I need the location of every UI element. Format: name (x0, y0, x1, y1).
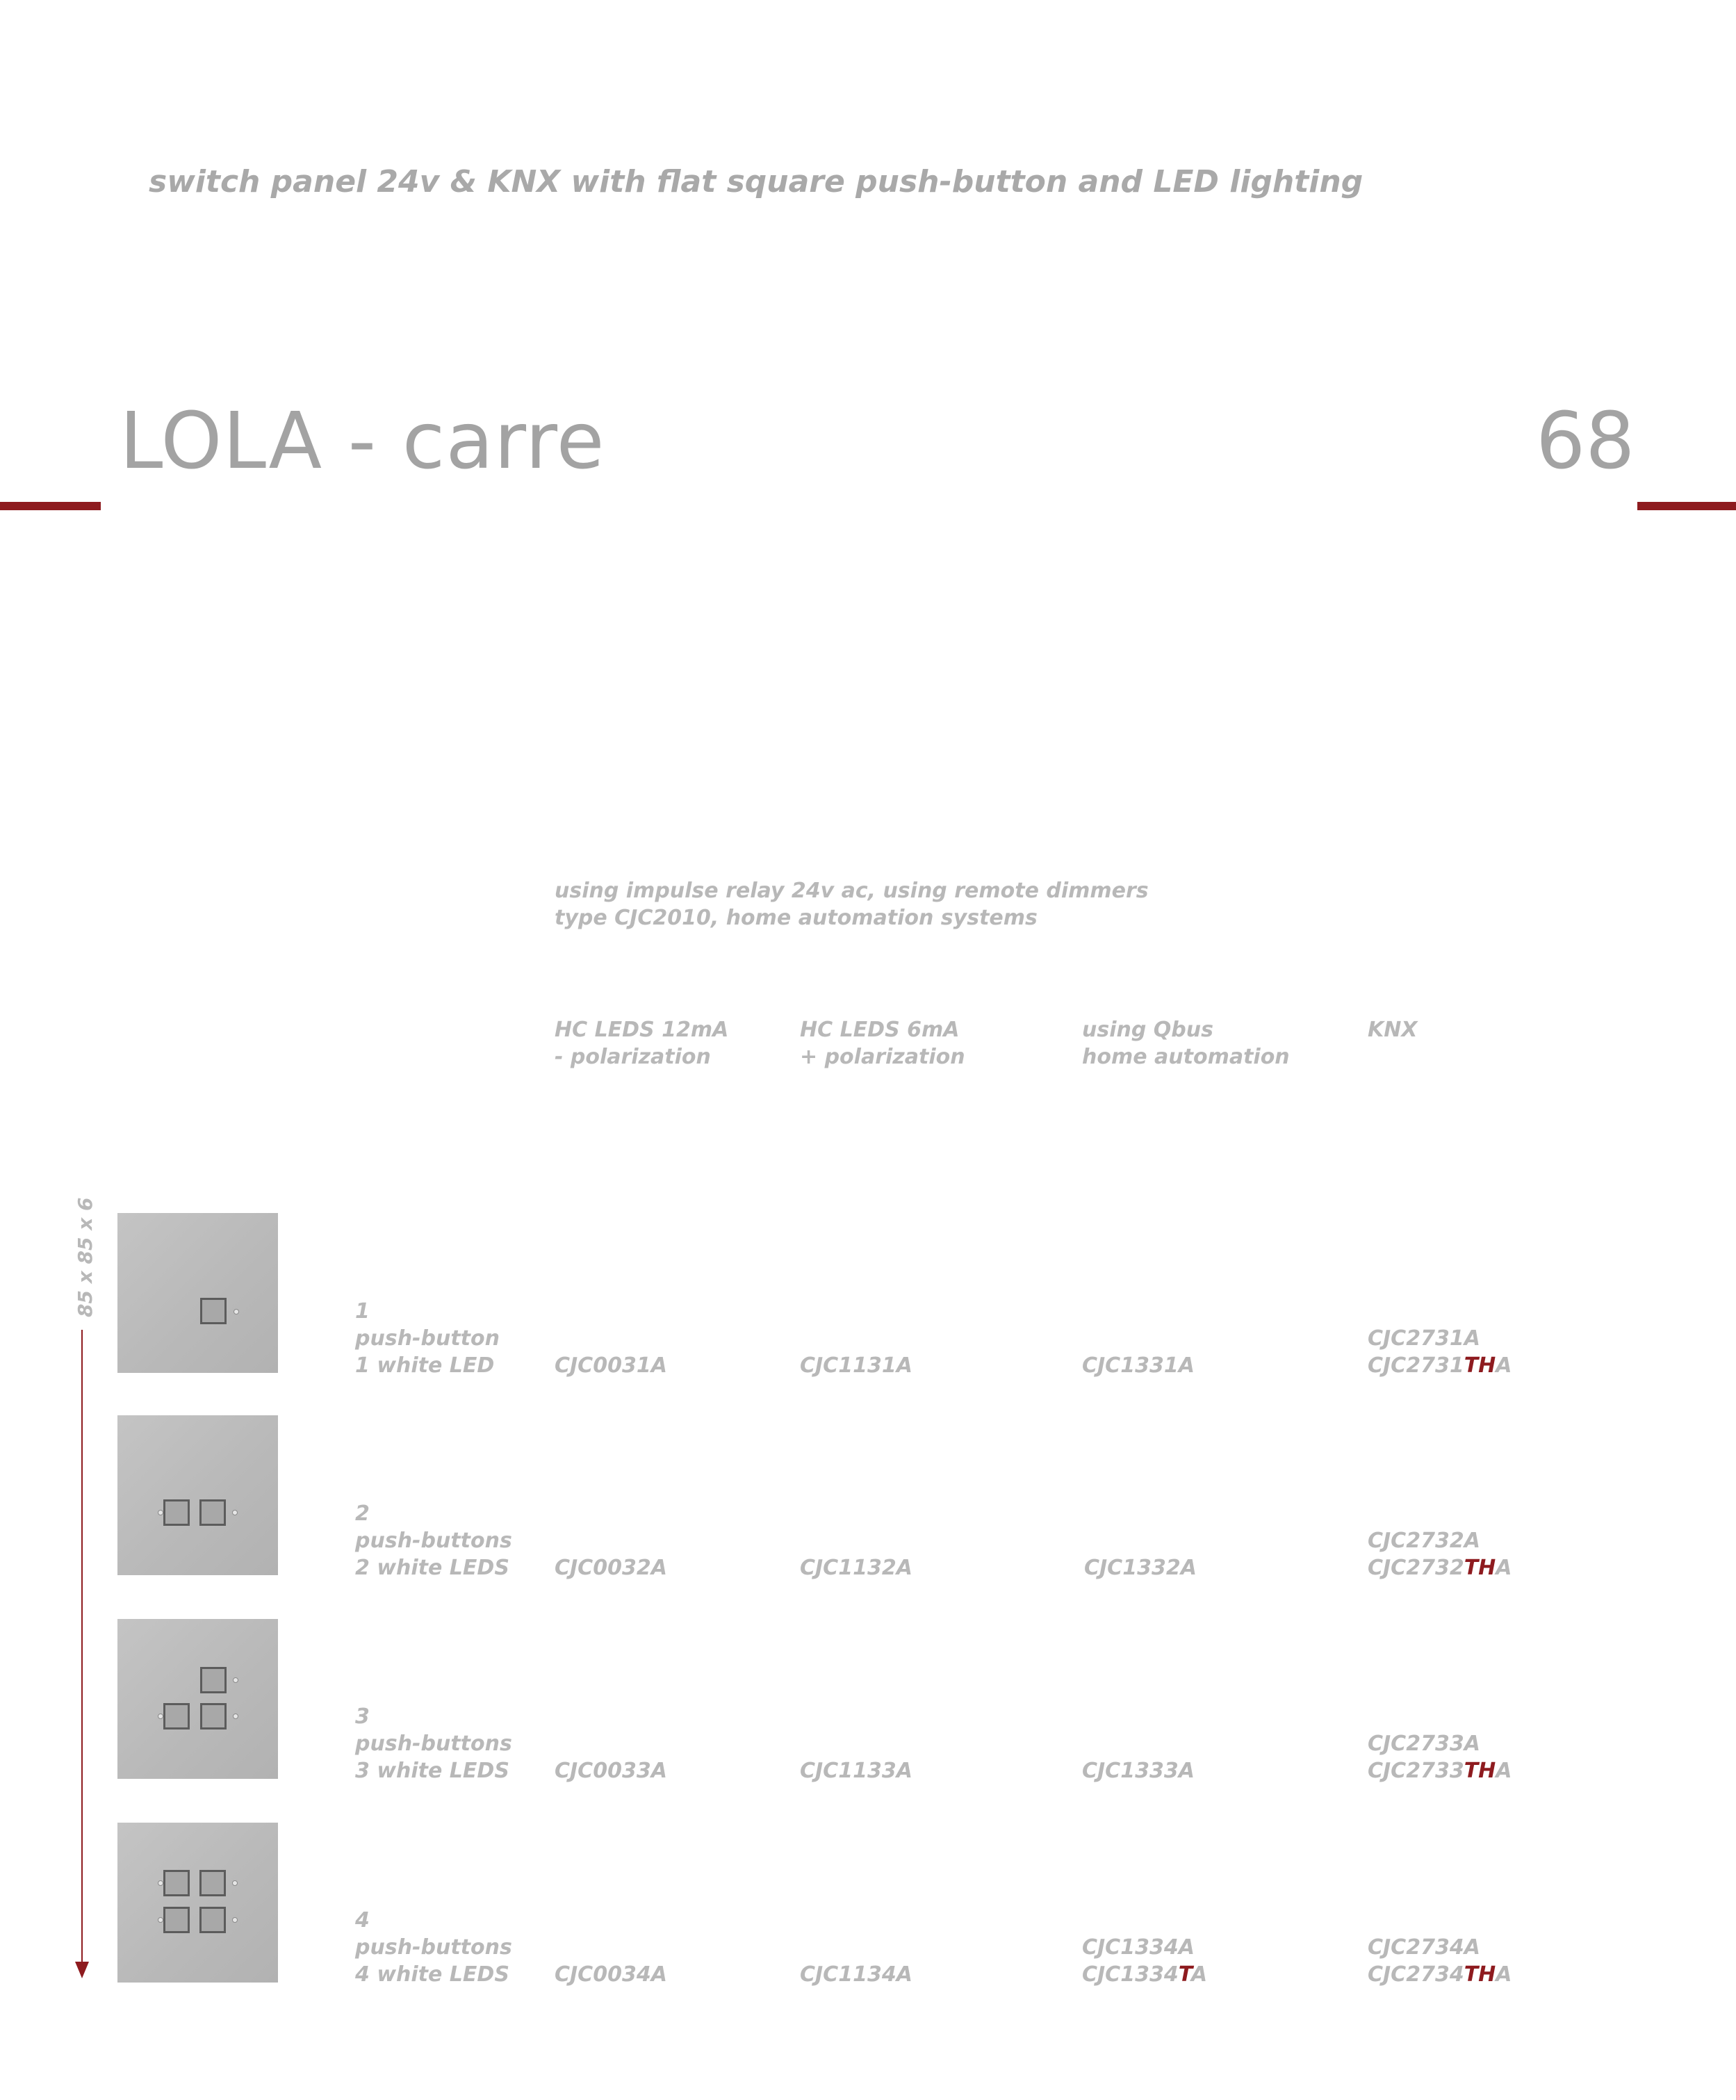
intro-note (555, 877, 1149, 931)
code-suffix: A (1496, 1759, 1512, 1783)
column-header-knx (1368, 1016, 1417, 1043)
push-button-square (200, 1667, 227, 1693)
code-hc-6ma: CJC1132A (800, 1556, 912, 1580)
dimension-label (50, 1197, 97, 1324)
code-prefix: CJC2734 (1368, 1962, 1464, 1987)
title-rule-left (0, 502, 101, 510)
code-knx-th (1368, 1352, 1512, 1379)
panel-image-3-buttons (117, 1619, 278, 1779)
desc-line: 2 white LEDS (355, 1556, 509, 1580)
column-header-qbus (1082, 1016, 1290, 1071)
code-suffix: A (1496, 1353, 1512, 1378)
intro-line-2: type CJC2010, home automation systems (555, 906, 1038, 930)
push-button-square (200, 1298, 227, 1324)
column-header-line: HC LEDS 6mA (800, 1018, 960, 1042)
code-knx-standard: CJC2734A (1368, 1935, 1480, 1960)
desc-line: push-buttons (355, 1935, 512, 1960)
push-button-square (199, 1870, 226, 1896)
code-prefix: CJC1334 (1082, 1962, 1179, 1987)
panel-image-2-buttons (117, 1415, 278, 1575)
code-suffix: A (1496, 1962, 1512, 1987)
row-description (355, 1298, 500, 1379)
page-number: 68 (1536, 396, 1635, 487)
code-knx-standard: CJC2731A (1368, 1326, 1480, 1351)
led-dot (233, 1677, 238, 1683)
code-qbus: CJC1332A (1084, 1556, 1197, 1580)
code-accent: TH (1464, 1353, 1496, 1378)
desc-line: 4 white LEDS (355, 1962, 509, 1987)
code-prefix: CJC2733 (1368, 1759, 1464, 1783)
column-header-line: KNX (1368, 1018, 1418, 1042)
code-knx-th (1368, 1961, 1512, 1988)
code-qbus (1082, 1934, 1207, 1988)
code-accent: TH (1464, 1556, 1496, 1580)
code-hc-6ma: CJC1133A (800, 1759, 912, 1783)
panel-image-1-button (117, 1213, 278, 1373)
push-button-square (199, 1499, 226, 1526)
code-hc-6ma: CJC1131A (800, 1353, 912, 1378)
desc-line: push-buttons (355, 1529, 512, 1553)
code-knx-standard: CJC2733A (1368, 1732, 1480, 1756)
code-knx (1368, 1527, 1512, 1581)
dimension-text: 85 x 85 x 6 (74, 1197, 97, 1317)
title-rule-right (1637, 502, 1736, 510)
code-knx (1368, 1934, 1512, 1988)
led-dot (158, 1714, 163, 1719)
row-description (355, 1500, 512, 1581)
arrow-down-icon (75, 1962, 89, 1978)
led-dot (234, 1309, 239, 1314)
code-qbus: CJC1333A (1082, 1759, 1195, 1783)
column-header-line: home automation (1082, 1045, 1290, 1069)
push-button-square (200, 1703, 227, 1729)
desc-line: push-buttons (355, 1732, 512, 1756)
desc-line: 2 (355, 1501, 370, 1526)
push-button-square (163, 1499, 190, 1526)
code-accent: T (1178, 1962, 1191, 1987)
code-knx-th (1368, 1554, 1512, 1581)
desc-line: push-button (355, 1326, 500, 1351)
code-hc-6ma: CJC1134A (800, 1962, 912, 1987)
code-hc-12ma: CJC0033A (555, 1759, 667, 1783)
column-header-hc-12ma (555, 1016, 728, 1071)
code-knx-standard: CJC2732A (1368, 1529, 1480, 1553)
page-subtitle: switch panel 24v & KNX with flat square push-button and LED lighting (149, 164, 1364, 200)
push-button-square (163, 1870, 190, 1896)
column-header-line: HC LEDS 12mA (555, 1018, 729, 1042)
code-prefix: CJC2731 (1368, 1353, 1464, 1378)
push-button-square (163, 1703, 190, 1729)
led-dot (158, 1917, 163, 1923)
led-dot (232, 1917, 238, 1923)
dimension-arrow-line (81, 1330, 83, 1963)
led-dot (158, 1880, 163, 1886)
desc-line: 1 white LED (355, 1353, 495, 1378)
desc-line: 1 (355, 1299, 370, 1324)
intro-line-1: using impulse relay 24v ac, using remote dimmers (555, 879, 1149, 903)
led-dot (158, 1510, 163, 1515)
code-knx-th (1368, 1757, 1512, 1784)
code-qbus-standard: CJC1334A (1082, 1935, 1195, 1960)
code-knx (1368, 1325, 1512, 1379)
code-qbus: CJC1331A (1082, 1353, 1195, 1378)
led-dot (233, 1714, 238, 1719)
row-description (355, 1907, 512, 1988)
code-qbus-t (1082, 1961, 1207, 1988)
desc-line: 3 (355, 1704, 370, 1729)
code-hc-12ma: CJC0032A (555, 1556, 667, 1580)
led-dot (232, 1510, 238, 1515)
panel-image-4-buttons (117, 1823, 278, 1983)
code-prefix: CJC2732 (1368, 1556, 1464, 1580)
desc-line: 3 white LEDS (355, 1759, 509, 1783)
code-suffix: A (1190, 1962, 1208, 1987)
code-hc-12ma: CJC0034A (555, 1962, 667, 1987)
code-accent: TH (1464, 1759, 1496, 1783)
column-header-line: - polarization (555, 1045, 711, 1069)
push-button-square (199, 1907, 226, 1933)
code-accent: TH (1464, 1962, 1496, 1987)
led-dot (232, 1880, 238, 1886)
column-header-line: using Qbus (1082, 1018, 1213, 1042)
desc-line: 4 (355, 1908, 370, 1932)
code-suffix: A (1496, 1556, 1512, 1580)
page-title: LOLA - carre (120, 396, 605, 487)
column-header-line: + polarization (800, 1045, 965, 1069)
column-header-hc-6ma (800, 1016, 965, 1071)
row-description (355, 1703, 512, 1784)
code-knx (1368, 1730, 1512, 1784)
code-hc-12ma: CJC0031A (555, 1353, 667, 1378)
push-button-square (163, 1907, 190, 1933)
